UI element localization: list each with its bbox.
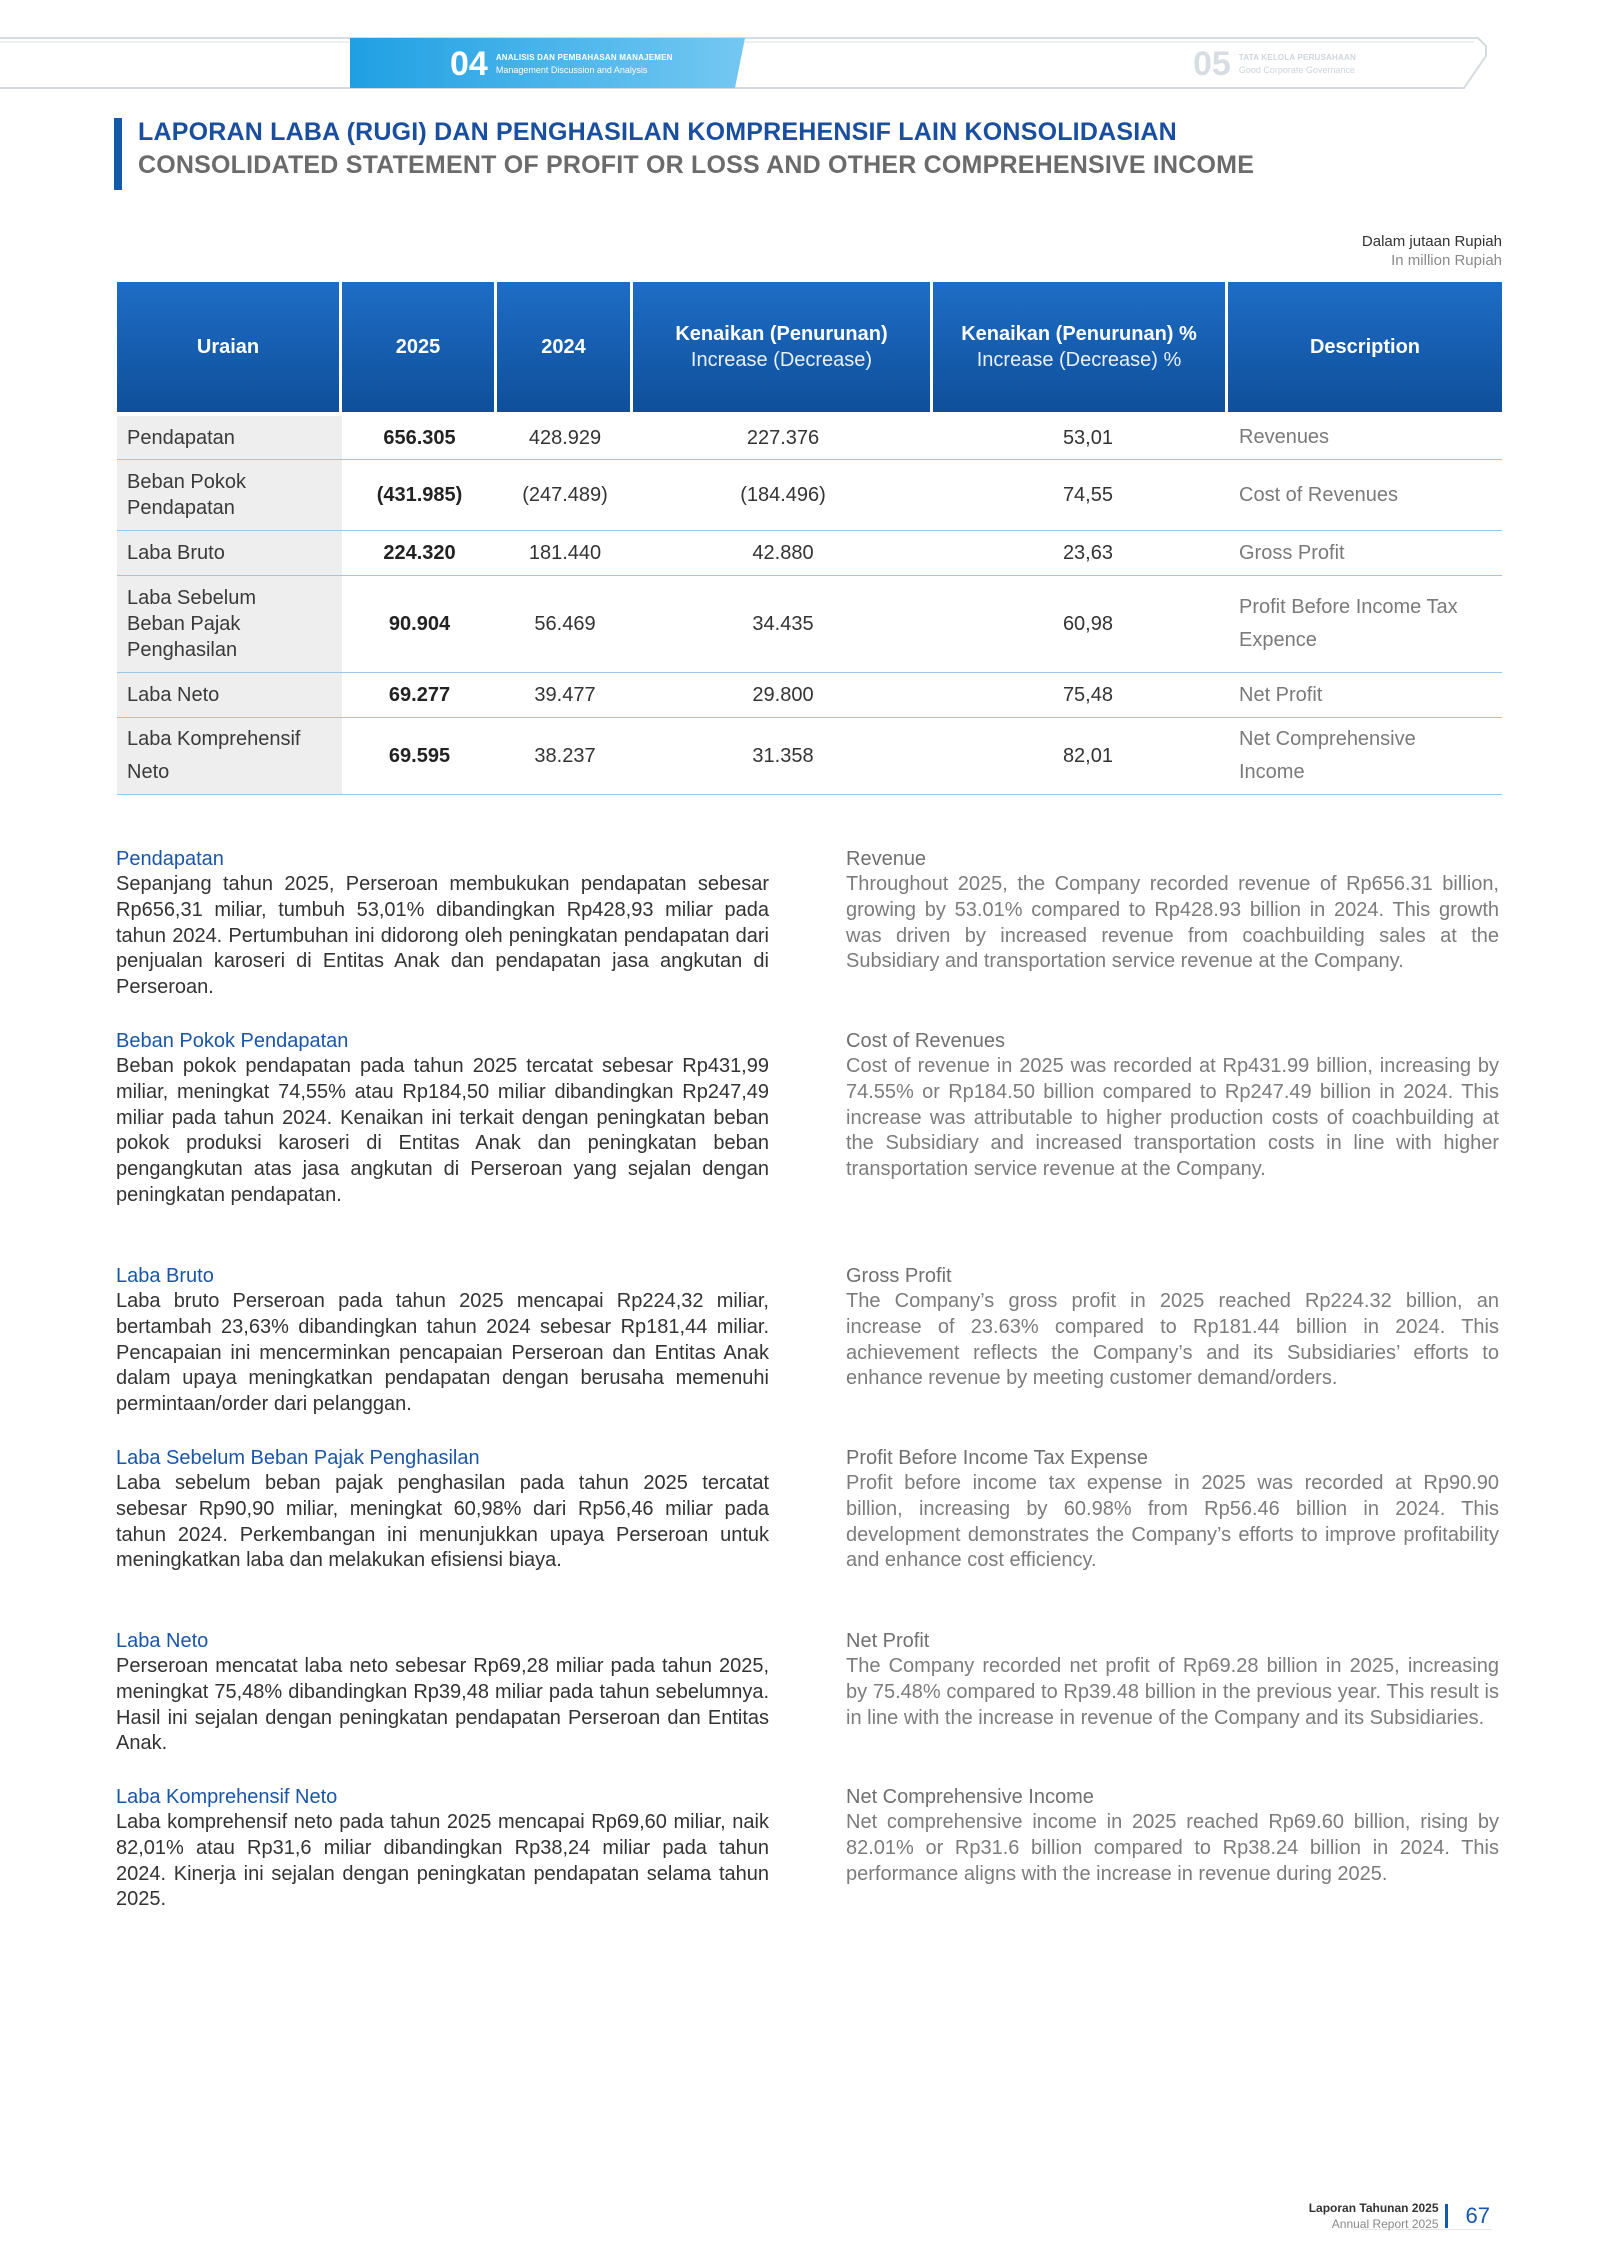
chapter-title-en: Management Discussion and Analysis — [495, 65, 648, 75]
cell-2025: 224.320 — [383, 542, 456, 564]
table-row — [117, 531, 1502, 576]
table-header-row — [117, 282, 1502, 412]
cell-uraian-text: Laba Sebelum Beban Pajak Penghasilan — [127, 587, 256, 661]
section-cost-of-revenues — [846, 1028, 1499, 1183]
cell-description: Revenues — [1239, 426, 1330, 448]
section-body: Sepanjang tahun 2025, Perseroan membukukan pendapatan sebesar Rp656,31 miliar, tumbuh 53,01% dibandingkan Rp428,93 miliar pada tahun 2024. Pertumbuhan ini didorong oleh peningkatan pendapatan dari penjualan karoseri di Entitas Anak dan pendapatan jasa angkutan di Perseroan. — [116, 873, 769, 999]
profit-loss-table — [117, 282, 1502, 795]
section-body: Profit before income tax expense in 2025 was recorded at Rp90.90 billion, increasing by 60.98% from Rp56.46 billion in 2024. This development demonstrates the Company’s efforts to improve profitability and enhance cost efficiency. — [846, 1472, 1499, 1572]
cell-description — [1228, 718, 1502, 794]
cell-change-percent: 75,48 — [1062, 684, 1113, 706]
header-uraian: Uraian — [117, 282, 342, 412]
footer-title-id: Laporan Tahunan 2025 — [1308, 2201, 1439, 2215]
cell-uraian — [117, 718, 342, 794]
table-row — [117, 673, 1502, 718]
section-heading: Cost of Revenues — [846, 1030, 1005, 1052]
section-gross-profit — [846, 1263, 1499, 1392]
cell-description-text: Profit Before Income Tax Expence — [1239, 596, 1458, 651]
cell-2025: 69.277 — [388, 684, 451, 706]
header-description: Description — [1228, 282, 1502, 412]
tab-chapter-05[interactable] — [1193, 36, 1356, 92]
section-net-comprehensive-income — [846, 1784, 1499, 1887]
section-body: Beban pokok pendapatan pada tahun 2025 tercatat sebesar Rp431,99 miliar, meningkat 74,55% atau Rp184,50 miliar dibandingkan Rp247,49 miliar pada tahun 2024. Kenaikan ini terkait dengan peningkatan beban pokok produksi karoseri di Entitas Anak dan peningkatan beban pengangkutan atas jasa angkutan di Perseroan yang sejalan dengan peningkatan pendapatan. — [116, 1055, 769, 1206]
cell-change: 227.376 — [746, 426, 820, 449]
section-heading: Net Profit — [846, 1630, 930, 1652]
section-heading: Gross Profit — [846, 1265, 952, 1287]
unit-label-id: Dalam jutaan Rupiah — [1361, 233, 1502, 250]
cell-change: 31.358 — [752, 745, 814, 767]
section-heading: Revenue — [846, 848, 927, 870]
section-body: Throughout 2025, the Company recorded revenue of Rp656.31 billion, growing by 53.01% compared to Rp428.93 billion in 2024. This growth was driven by increased revenue from coachbuilding sales at the Subsidiary and transportation service revenue at the Company. — [846, 873, 1499, 973]
section-heading: Laba Sebelum Beban Pajak Penghasilan — [116, 1447, 480, 1469]
section-heading: Laba Bruto — [116, 1265, 214, 1287]
table-row — [117, 460, 1502, 531]
cell-change-percent: 74,55 — [1062, 484, 1113, 506]
cell-change-percent: 82,01 — [1062, 745, 1113, 767]
cell-uraian — [117, 576, 342, 672]
cell-uraian: Pendapatan — [117, 416, 342, 459]
cell-2025: 90.904 — [388, 613, 451, 635]
section-body: Laba sebelum beban pajak penghasilan pada tahun 2025 tercatat sebesar Rp90,90 miliar, meningkat 60,98% dari Rp56,46 miliar pada tahun 2024. Perkembangan ini menunjukkan upaya Perseroan untuk meningkatkan laba dan melakukan efisiensi biaya. — [116, 1472, 769, 1572]
cell-description-text: Net Comprehensive Income — [1239, 728, 1416, 783]
cell-2025: 69.595 — [388, 745, 451, 767]
page-number: 67 — [1465, 2203, 1490, 2228]
chapter-navigation — [0, 36, 1490, 92]
chapter-title-id: TATA KELOLA PERUSAHAAN — [1238, 53, 1356, 62]
section-net-profit — [846, 1628, 1499, 1731]
section-body: Net comprehensive income in 2025 reached Rp69.60 billion, rising by 82.01% or Rp31.6 billion compared to Rp38.24 billion in 2024. This performance aligns with the increase in revenue during 2025. — [846, 1811, 1499, 1885]
cell-uraian — [117, 460, 342, 530]
cell-change: 34.435 — [752, 613, 814, 635]
cell-change-percent: 60,98 — [1062, 613, 1113, 635]
footer-report-title — [1309, 2200, 1439, 2232]
cell-2025: 656.305 — [383, 426, 456, 449]
section-body: The Company’s gross profit in 2025 reached Rp224.32 billion, an increase of 23.63% compared to Rp181.44 billion in 2024. This achievement reflects the Company’s and its Subsidiaries’ efforts to enhance revenue by meeting customer demand/orders. — [846, 1290, 1499, 1390]
cell-change-percent: 53,01 — [1062, 426, 1113, 449]
cell-description: Net Profit — [1239, 683, 1323, 706]
section-laba-sebelum-pajak — [116, 1445, 769, 1574]
section-heading: Profit Before Income Tax Expense — [846, 1447, 1149, 1469]
cell-change-percent: 23,63 — [1062, 542, 1113, 564]
header-change: Kenaikan (Penurunan) Increase (Decrease) — [633, 282, 933, 412]
table-body — [117, 416, 1502, 795]
header-2025: 2025 — [342, 282, 497, 412]
cell-uraian-text: Laba Komprehensif Neto — [127, 728, 301, 783]
cell-2024: 56.469 — [534, 613, 596, 635]
page-subtitle: CONSOLIDATED STATEMENT OF PROFIT OR LOSS AND OTHER COMPREHENSIVE INCOME — [138, 151, 1255, 179]
cell-change: 29.800 — [752, 684, 814, 706]
cell-2024: 181.440 — [528, 542, 602, 564]
cell-description — [1228, 576, 1502, 672]
section-body: Laba komprehensif neto pada tahun 2025 mencapai Rp69,60 miliar, naik 82,01% atau Rp31,6 miliar dibandingkan Rp38,24 miliar pada tahun 2024. Kinerja ini sejalan dengan peningkatan pendapatan selama tahun 2025. — [116, 1811, 769, 1911]
chapter-number: 05 — [1193, 45, 1231, 83]
section-laba-neto — [116, 1628, 769, 1757]
unit-label-en: In million Rupiah — [1391, 252, 1502, 269]
page-title: LAPORAN LABA (RUGI) DAN PENGHASILAN KOMPREHENSIF LAIN KONSOLIDASIAN — [138, 118, 1177, 146]
section-heading: Laba Neto — [116, 1630, 209, 1652]
chapter-title-id: ANALISIS DAN PEMBAHASAN MANAJEMEN — [495, 53, 673, 62]
section-body: Cost of revenue in 2025 was recorded at Rp431.99 billion, increasing by 74.55% or Rp184.50 billion compared to Rp247.49 billion in 2024. This increase was attributable to higher production costs of coachbuilding at the Subsidiary and increased transportation costs in line with higher transportation service revenue at the Company. — [846, 1055, 1499, 1181]
section-laba-komprehensif-neto — [116, 1784, 769, 1913]
section-heading: Pendapatan — [116, 848, 224, 870]
section-pendapatan — [116, 846, 769, 1001]
section-heading: Net Comprehensive Income — [846, 1786, 1094, 1808]
header-2024: 2024 — [497, 282, 633, 412]
footer-title-en: Annual Report 2025 — [1331, 2217, 1439, 2231]
table-row — [117, 718, 1502, 795]
tab-chapter-04[interactable] — [450, 36, 673, 92]
cell-2024: 38.237 — [534, 745, 596, 767]
cell-description: Gross Profit — [1239, 541, 1345, 564]
header-change-percent: Kenaikan (Penurunan) % Increase (Decrease) % — [933, 282, 1228, 412]
chapter-title-en: Good Corporate Governance — [1238, 65, 1355, 75]
section-heading: Beban Pokok Pendapatan — [116, 1030, 349, 1052]
cell-description: Cost of Revenues — [1239, 483, 1398, 506]
cell-uraian: Laba Neto — [117, 673, 342, 717]
cell-2024: (247.489) — [522, 484, 608, 506]
cell-change: 42.880 — [752, 542, 814, 564]
section-beban-pokok-pendapatan — [116, 1028, 769, 1209]
section-body: The Company recorded net profit of Rp69.28 billion in 2025, increasing by 75.48% compared to Rp39.48 billion in the previous year. This result is in line with the increase in revenue of the Company and its Subsidiaries. — [846, 1655, 1499, 1729]
chapter-number: 04 — [450, 45, 488, 83]
cell-2025: (431.985) — [376, 484, 463, 506]
cell-2024: 39.477 — [534, 684, 596, 706]
section-revenue — [846, 846, 1499, 975]
title-accent-bar — [114, 118, 122, 190]
section-laba-bruto — [116, 1263, 769, 1418]
section-body: Laba bruto Perseroan pada tahun 2025 mencapai Rp224,32 miliar, bertambah 23,63% dibandingkan tahun 2024 sebesar Rp181,44 miliar. Pencapaian ini mencerminkan pencapaian Perseroan dan Entitas Anak dalam upaya meningkatkan pendapatan dengan berusaha memenuhi permintaan/order dari pelanggan. — [116, 1290, 769, 1416]
section-heading: Laba Komprehensif Neto — [116, 1786, 338, 1808]
cell-change: (184.496) — [740, 484, 826, 506]
currency-unit-note — [1362, 232, 1502, 270]
table-row — [117, 576, 1502, 673]
cell-uraian-text: Beban Pokok Pendapatan — [127, 471, 246, 519]
cell-uraian: Laba Bruto — [117, 531, 342, 575]
page-footer — [1309, 2200, 1490, 2232]
section-body: Perseroan mencatat laba neto sebesar Rp69,28 miliar pada tahun 2025, meningkat 75,48% dibandingkan Rp39,48 miliar pada tahun sebelumnya. Hasil ini sejalan dengan peningkatan pendapatan Perseroan dan Entitas Anak. — [116, 1655, 769, 1755]
table-row — [117, 416, 1502, 460]
footer-accent-bar — [1445, 2204, 1448, 2228]
section-profit-before-tax — [846, 1445, 1499, 1574]
cell-2024: 428.929 — [528, 426, 602, 449]
